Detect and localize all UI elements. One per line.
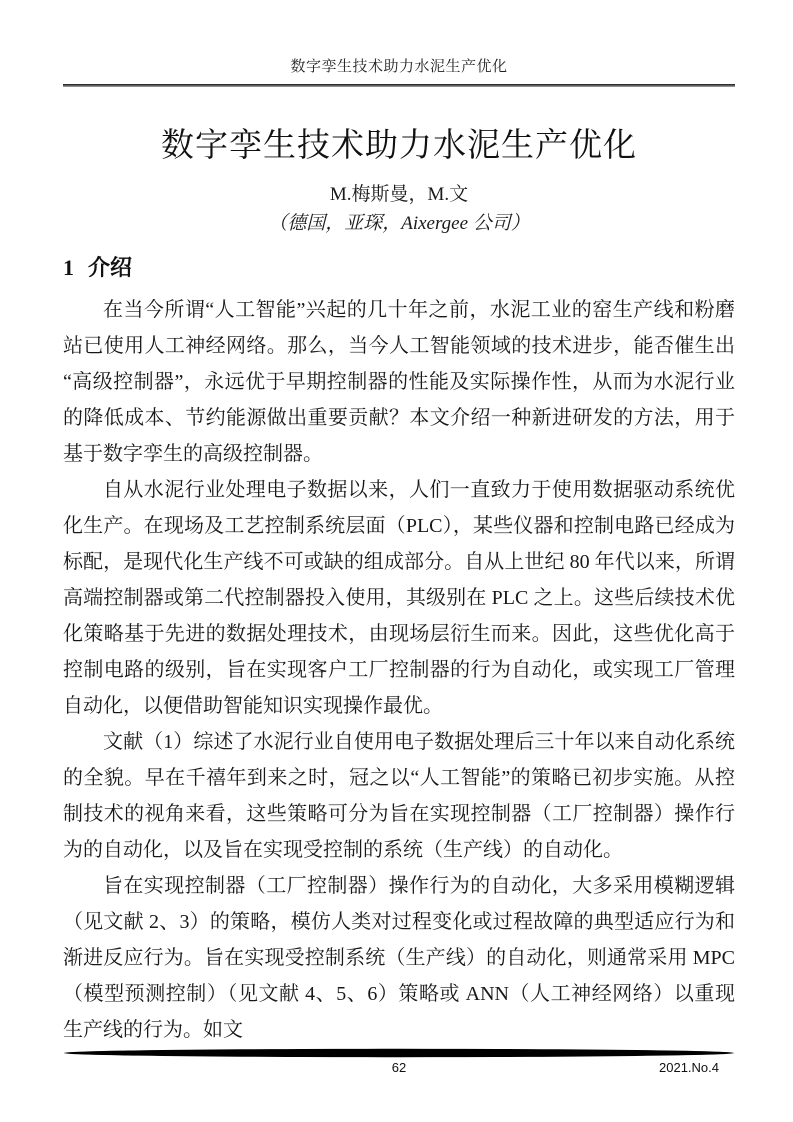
affiliation-line: （德国，亚琛，Aixergee 公司） bbox=[268, 213, 530, 234]
header-rule bbox=[63, 84, 735, 87]
paragraph-data-driven: 自从水泥行业处理电子数据以来，人们一直致力于使用数据驱动系统优化生产。在现场及工艺控制系统层面（PLC），某些仪器和控制电路已经成为标配，是现代化生产线不可或缺的组成部分。自从上世纪 80 年代以来，所谓高端控制器或第二代控制器投入使用，其级别在 PLC 之上。这些后续技术优化策略基于先进的数据处理技术，由现场层衍生而来。因此，这些优化高于控制电路的级别，旨在实现客户工厂控制器的行为自动化，或实现工厂管理自动化，以便借助智能知识实现操作最优。 bbox=[63, 479, 735, 717]
footer-text-row bbox=[63, 1059, 735, 1077]
page-header bbox=[63, 0, 735, 87]
paragraph-intro-ai: 在当今所谓“人工智能”兴起的几十年之前，水泥工业的窑生产线和粉磨站已使用人工神经网络。那么，当今人工智能领域的技术进步，能否催生出“高级控制器”，永远优于早期控制器的性能及实际操作性，从而为水泥行业的降低成本、节约能源做出重要贡献？本文介绍一种新进研发的方法，用于基于数字孪生的高级控制器。 bbox=[63, 299, 735, 465]
section-title: 介绍 bbox=[88, 255, 133, 280]
article-body bbox=[63, 292, 735, 1048]
footer-taper-bar bbox=[63, 1048, 735, 1058]
page-footer bbox=[63, 1048, 735, 1077]
paragraph-literature-review: 文献（1）综述了水泥行业自使用电子数据处理后三十年以来自动化系统的全貌。早在千禧年到来之时，冠之以“人工智能”的策略已初步实施。从控制技术的视角来看，这些策略可分为旨在实现控制器（工厂控制器）操作行为的自动化，以及旨在实现受控制的系统（生产线）的自动化。 bbox=[63, 731, 735, 861]
issue-label: 2021.No.4 bbox=[659, 1060, 719, 1075]
paragraph-fuzzy-mpc-ann: 旨在实现控制器（工厂控制器）操作行为的自动化，大多采用模糊逻辑（见文献 2、3）的策略，模仿人类对过程变化或过程故障的典型适应行为和渐进反应行为。旨在实现受控制系统（生产线）的自动化，则通常采用 MPC（模型预测控制）（见文献 4、5、6）策略或 ANN（人工神经网络）以重现生产线的行为。如文 bbox=[63, 875, 735, 1041]
running-header-title: 数字孪生技术助力水泥生产优化 bbox=[290, 59, 508, 75]
section-number: 1 bbox=[63, 255, 74, 280]
section-heading bbox=[63, 253, 735, 283]
authors-line: M.梅斯曼，M.文 bbox=[329, 184, 469, 205]
page-number: 62 bbox=[391, 1060, 407, 1075]
article-title: 数字孪生技术助力水泥生产优化 bbox=[161, 126, 637, 163]
